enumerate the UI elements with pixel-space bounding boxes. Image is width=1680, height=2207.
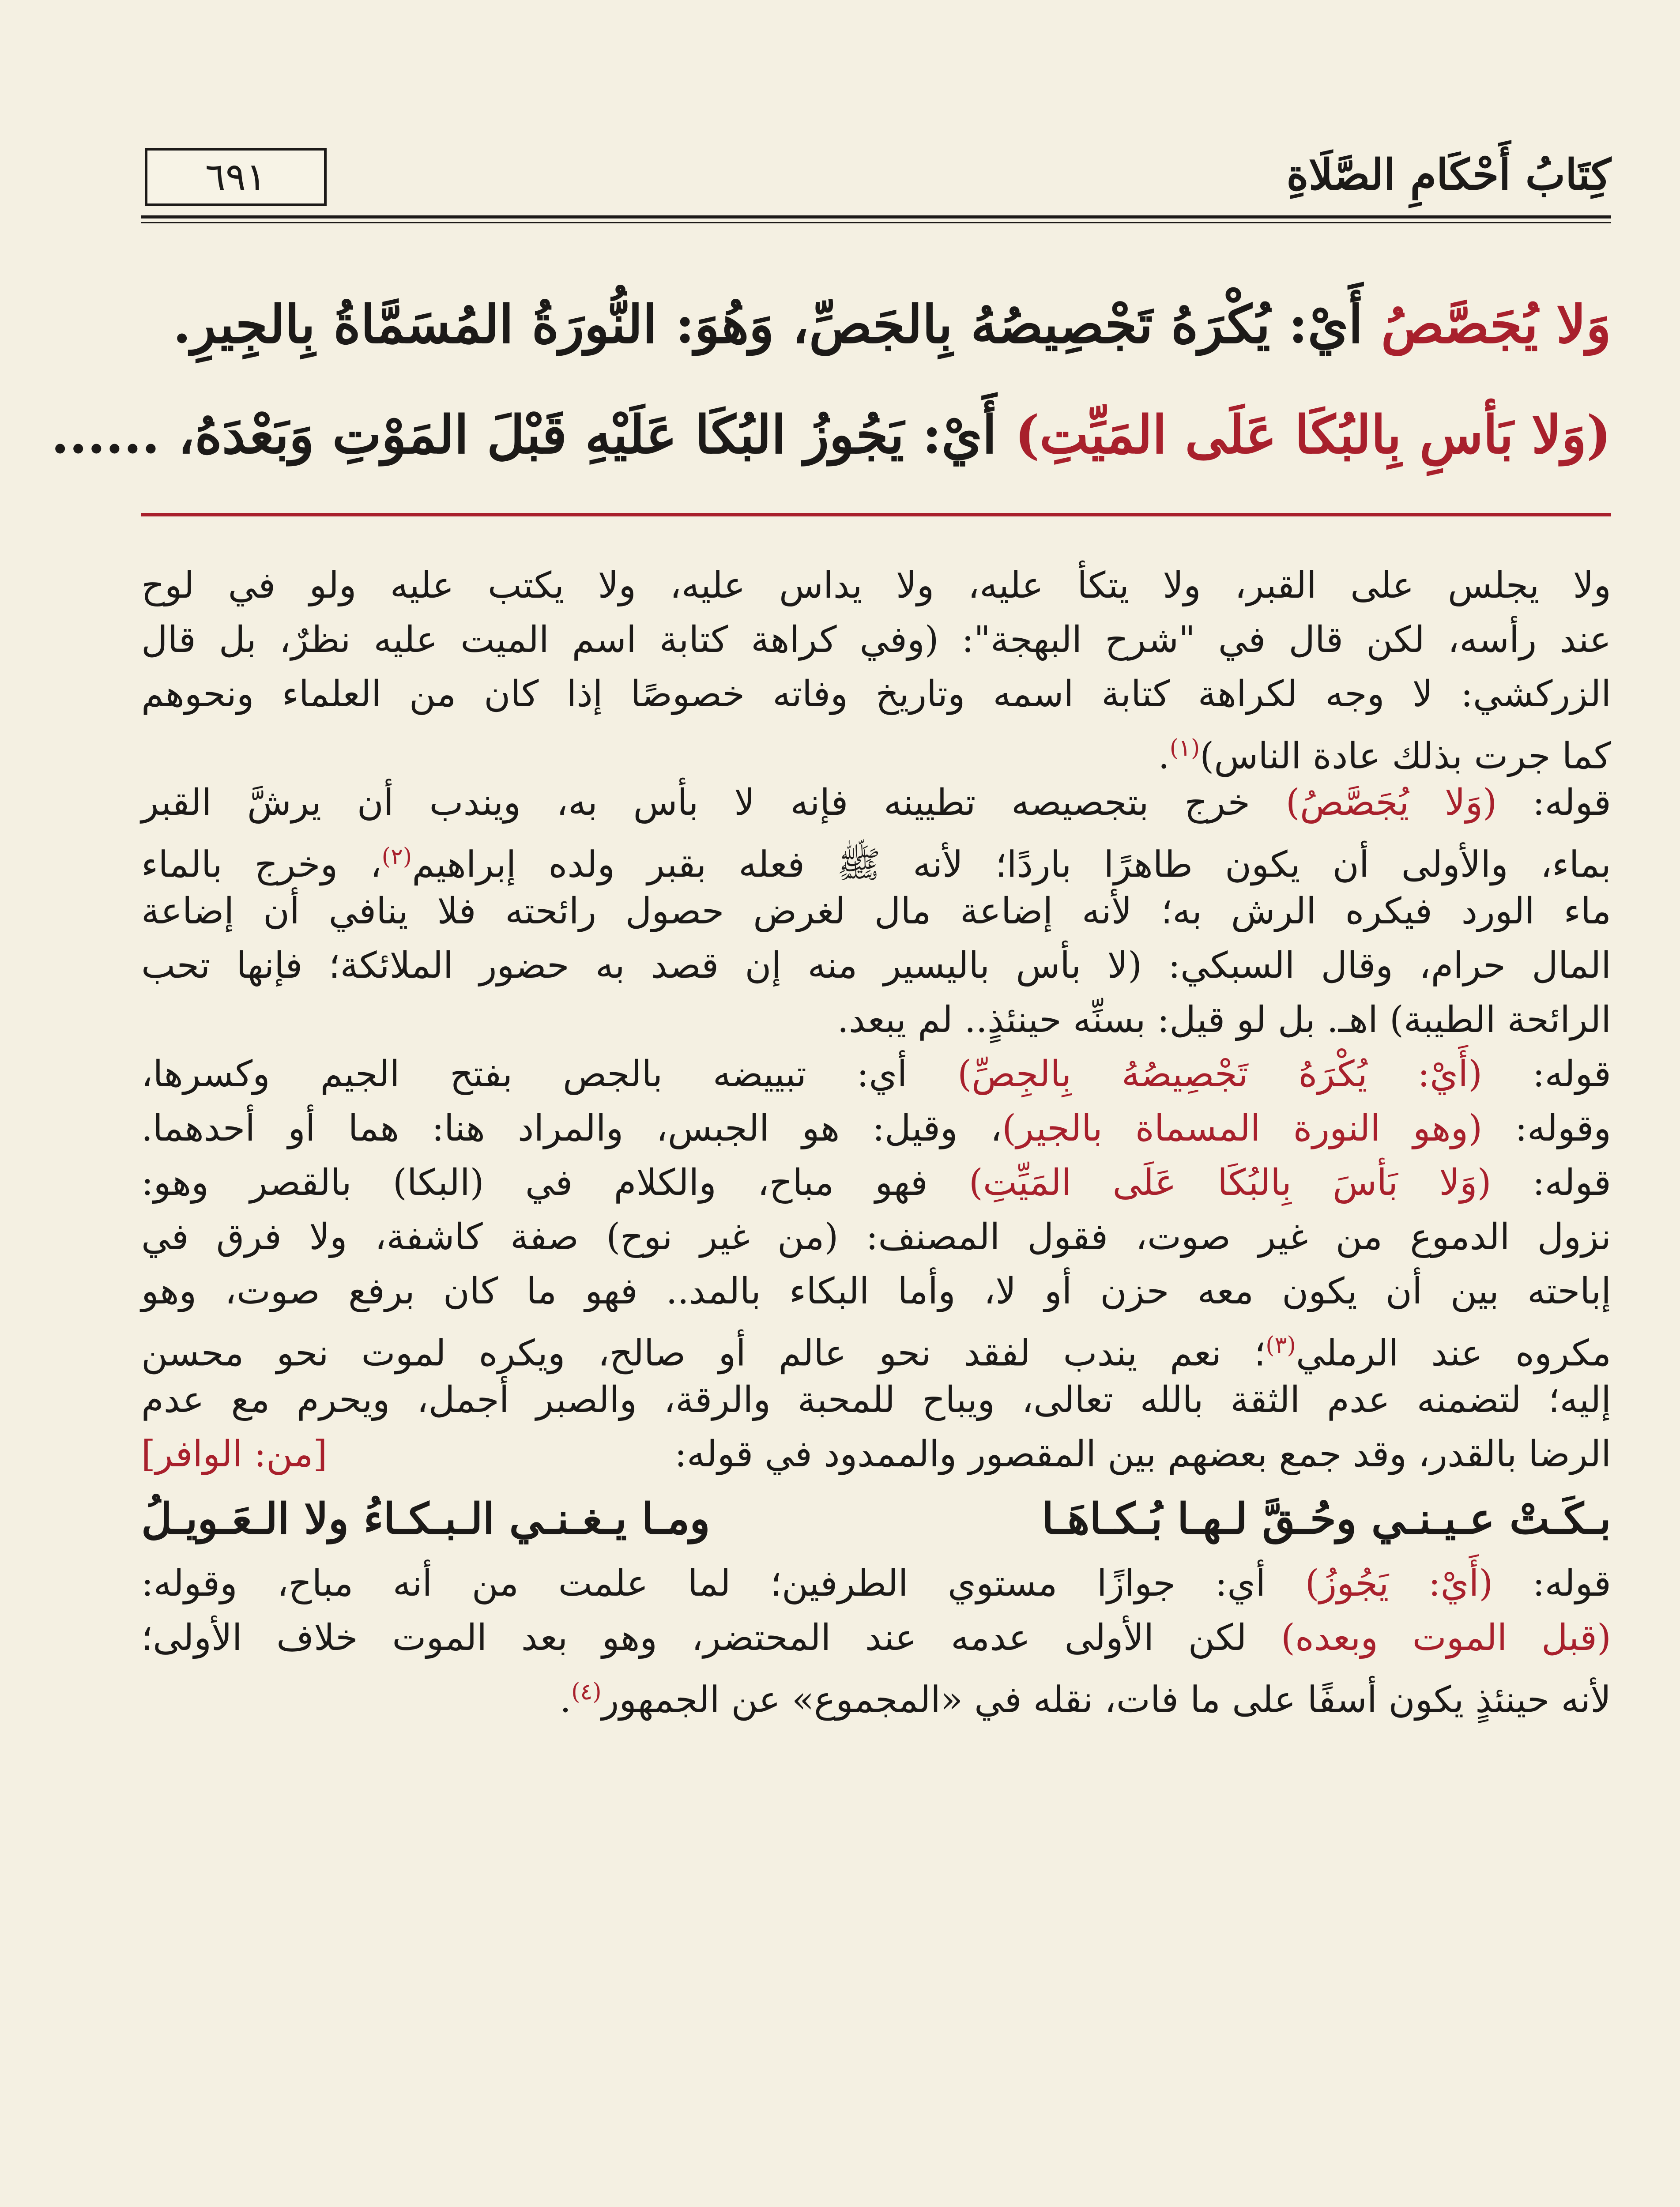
matn-line — [51, 380, 1611, 490]
commentary-line: ماء الورد فيكره الرش به؛ لأنه إضاعة مال لغرض حصول رائحته فلا ينافي أن إضاعة — [141, 890, 1611, 932]
commentary-span: قوله: — [1482, 1053, 1611, 1095]
commentary-line: المال حرام، وقال السبكي: (لا بأس باليسير منه إن قصد به حضور الملائكة؛ فإنها تحب — [141, 945, 1611, 987]
commentary-span: مكروه عند الرملي — [1296, 1332, 1612, 1375]
commentary-line — [141, 776, 1611, 830]
commentary-line — [141, 830, 1611, 884]
commentary-line — [141, 1427, 1611, 1481]
commentary-span: وقوله: — [1482, 1107, 1611, 1149]
commentary-span: قوله: — [1497, 782, 1612, 824]
commentary-line — [141, 1318, 1611, 1373]
lemma-quote: (أَيْ: يُكْرَهُ تَجْصِيصُهُ بِالجِصِّ) — [957, 1053, 1483, 1095]
header-rule-thin — [141, 222, 1611, 223]
commentary-text — [141, 558, 1611, 1719]
book-title: كِتَابُ أَحْكَامِ الصَّلَاةِ — [1286, 150, 1611, 200]
commentary-span: أي: جوازًا مستوي الطرفين؛ لما علمت من أنه مباح، وقوله: — [141, 1563, 1305, 1604]
matn-separator-rule — [141, 513, 1611, 516]
lemma-quote: (أَيْ: يَجُوزُ) — [1305, 1563, 1493, 1604]
matn-text-span: أَيْ: يَجُوزُ البُكَا عَلَيْهِ قَبْلَ المَوْتِ وَبَعْدَهُ، ...... — [51, 404, 1015, 465]
commentary-line: نزول الدموع من غير صوت، فقول المصنف: (من غير نوح) صفة كاشفة، ولا فرق في — [141, 1216, 1611, 1258]
matn-quote: (وَلا بَأسِ بِالبُكَا عَلَى المَيِّتِ) — [1015, 404, 1611, 465]
lemma-quote: (وهو النورة المسماة بالجير) — [1002, 1107, 1483, 1149]
commentary-span: ، وخرج بالماء — [141, 844, 382, 886]
header-rule — [141, 215, 1611, 218]
footnote-marker: (١) — [1169, 735, 1200, 761]
poem-meter-label: [من: الوافر] — [141, 1433, 328, 1475]
commentary-span: لكن الأولى عدمه عند المحتضر، وهو بعد الموت خلاف الأولى؛ — [141, 1617, 1281, 1659]
page-number: ٦٩١ — [205, 155, 267, 199]
commentary-line — [141, 1047, 1611, 1101]
lemma-quote: (وَلا بَأسَ بِالبُكَا عَلَى المَيِّتِ) — [968, 1162, 1492, 1204]
commentary-span: خرج بتجصيصه تطيينه فإنه لا بأس به، ويندب أن يرشَّ القبر — [141, 782, 1286, 824]
commentary-span: ، وقيل: هو الجبس، والمراد هنا: هما أو أحدهما. — [141, 1107, 1002, 1149]
commentary-span: قوله: — [1493, 1563, 1612, 1604]
poem-verse — [141, 1481, 1611, 1556]
commentary-span: ؛ نعم يندب لفقد نحو عالم أو صالح، ويكره لموت نحو محسن — [141, 1332, 1266, 1375]
footnote-marker: (٤) — [571, 1679, 602, 1705]
commentary-span: بماء، والأولى أن يكون طاهرًا باردًا؛ لأنه ﷺ فعله بقبر ولده إبراهيم — [412, 844, 1611, 886]
matn-text-span: أَيْ: يُكْرَهُ تَجْصِيصُهُ بِالجَصِّ، وَهُوَ: النُّورَةُ المُسَمَّاةُ بِالجِيرِ. — [173, 294, 1381, 355]
lemma-quote: (وَلا يُجَصَّصُ) — [1285, 782, 1497, 824]
matn-quote: وَلا يُجَصَّصُ — [1381, 294, 1611, 355]
commentary-line: إليه؛ لتضمنه عدم الثقة بالله تعالى، ويباح للمحبة والرقة، والصبر أجمل، ويحرم مع عدم — [141, 1379, 1611, 1421]
commentary-line — [141, 1556, 1611, 1611]
commentary-span: لأنه حينئذٍ يكون أسفًا على ما فات، نقله في «المجموع» عن الجمهور — [601, 1679, 1611, 1721]
matn-text — [51, 269, 1611, 490]
commentary-span: أي: تبييضه بالجص بفتح الجيم وكسرها، — [141, 1053, 958, 1095]
poem-hemistich-first: بـكَـتْ عـيـنـي وحُـقَّ لـهـا بُـكـاهَـا — [1042, 1494, 1611, 1544]
commentary-line: الرائحة الطيبة) اهـ. بل لو قيل: بسنِّه حينئذٍ.. لم يبعد. — [837, 999, 1611, 1041]
lemma-quote: (قبل الموت وبعده) — [1281, 1617, 1612, 1659]
commentary-span: الرضا بالقدر، وقد جمع بعضهم بين المقصور والممدود في قوله: — [674, 1433, 1611, 1475]
matn-line — [141, 269, 1611, 380]
commentary-line: الزركشي: لا وجه لكراهة كتابة اسمه وتاريخ وفاته خصوصًا إذا كان من العلماء ونحوهم — [141, 673, 1611, 715]
commentary-line: عند رأسه، لكن قال في "شرح البهجة": (وفي كراهة كتابة اسم الميت عليه نظرٌ، بل قال — [141, 619, 1611, 661]
running-head — [141, 143, 1611, 214]
poem-hemistich-second: ومـا يـغـنـي الـبـكـاءُ ولا الـعَـويـلُ — [141, 1494, 710, 1544]
commentary-line: لأنه حينئذٍ يكون أسفًا على ما فات، نقله في «المجموع» عن الجمهور$^{(٤)}$. — [560, 1679, 1611, 1721]
commentary-line — [141, 1611, 1611, 1665]
footnote-marker: (٢) — [381, 844, 412, 870]
footnote-marker: (٣) — [1266, 1332, 1296, 1359]
commentary-span: قوله: — [1491, 1162, 1611, 1204]
commentary-span: كما جرت بذلك عادة الناس) — [1200, 735, 1611, 777]
commentary-line: إباحته بين أن يكون معه حزن أو لا، وأما البكاء بالمد.. فهو ما كان برفع صوت، وهو — [141, 1270, 1611, 1312]
commentary-line — [141, 1101, 1611, 1156]
commentary-span: فهو مباح، والكلام في (البكا) بالقصر وهو: — [141, 1162, 969, 1204]
commentary-line: كما جرت بذلك عادة الناس)$^{(١)}$. — [1158, 735, 1611, 777]
page-number-box — [145, 148, 327, 206]
commentary-line: ولا يجلس على القبر، ولا يتكأ عليه، ولا يداس عليه، ولا يكتب عليه ولو في لوح — [141, 565, 1611, 606]
commentary-line — [141, 1156, 1611, 1210]
